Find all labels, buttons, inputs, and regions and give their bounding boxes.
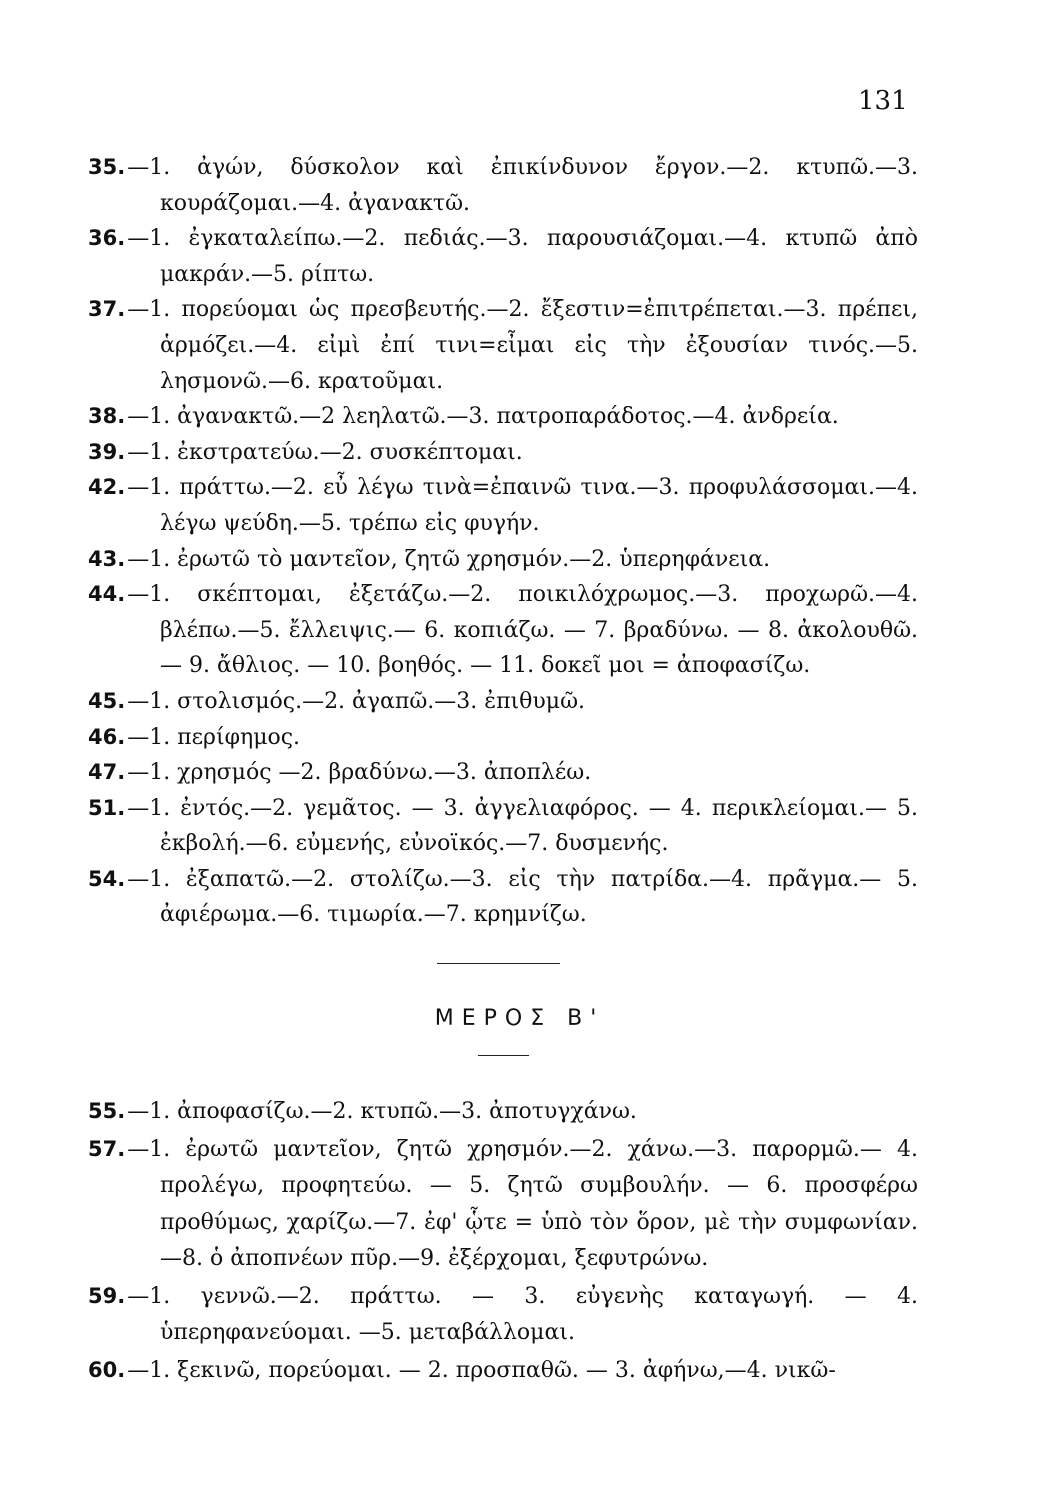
glossary-entry-37 bbox=[88, 292, 918, 399]
glossary-entry-36 bbox=[88, 221, 918, 292]
glossary-part-b bbox=[88, 1093, 918, 1389]
entry-number: 43. bbox=[88, 546, 126, 571]
page-number: 131 bbox=[858, 86, 908, 116]
entry-number: 46. bbox=[88, 724, 126, 749]
entry-number: 57. bbox=[88, 1136, 126, 1161]
glossary-entry-55 bbox=[88, 1093, 918, 1131]
entry-text: —1. ἐξαπατῶ.—2. στολίζω.—3. εἰς τὴν πατρίδα.—4. πρᾶγμα.— 5. ἀφιέρωμα.—6. τιμωρία.—7. κρημνίζω. bbox=[127, 866, 918, 928]
glossary-entry-43 bbox=[88, 542, 918, 578]
entry-number: 51. bbox=[88, 795, 126, 820]
entry-text: —1. χρησμός —2. βραδύνω.—3. ἀποπλέω. bbox=[127, 760, 592, 786]
glossary-entry-46 bbox=[88, 720, 918, 756]
entry-number: 45. bbox=[88, 688, 126, 713]
glossary-entry-42 bbox=[88, 470, 918, 541]
glossary-entry-47 bbox=[88, 755, 918, 791]
entry-text: —1. πράττω.—2. εὖ λέγω τινὰ=ἐπαινῶ τινα.—3. προφυλάσσομαι.—4. λέγω ψεύδη.—5. τρέπω εἰς φυγήν. bbox=[127, 475, 918, 536]
glossary-entry-57 bbox=[88, 1131, 918, 1278]
entry-number: 60. bbox=[88, 1357, 126, 1382]
entry-text: —1. ἀγών, δύσκολον καὶ ἐπικίνδυνον ἔργον.—2. κτυπῶ.—3. κουράζομαι.—4. ἀγανακτῶ. bbox=[127, 155, 918, 216]
entry-text: —1. σκέπτομαι, ἐξετάζω.—2. ποικιλόχρωμος.—3. προχωρῶ.—4. βλέπω.—5. ἔλλειψις.— 6. κοπιάζω. — 7. βραδύνω. — 8. ἀκολουθῶ.— 9. ἄθλιος. — 10. βοηθός. — 11. δοκεῖ μοι = ἀποφασίζω. bbox=[127, 582, 918, 679]
entry-text: —1. ἀποφασίζω.—2. κτυπῶ.—3. ἀποτυγχάνω. bbox=[127, 1099, 637, 1124]
entry-text: —1. ἐρωτῶ τὸ μαντεῖον, ζητῶ χρησμόν.—2. ὑπερηφάνεια. bbox=[127, 546, 771, 572]
entry-number: 55. bbox=[88, 1099, 126, 1123]
entry-text: —1. γεννῶ.—2. πράττω. — 3. εὐγενὴς καταγωγή. — 4. ὑπερηφανεύομαι. —5. μεταβάλλομαι. bbox=[127, 1283, 918, 1345]
entry-text: —1. ἐγκαταλείπω.—2. πεδιάς.—3. παρουσιάζομαι.—4. κτυπῶ ἀπὸ μακράν.—5. ρίπτω. bbox=[127, 226, 918, 287]
glossary-entry-35 bbox=[88, 150, 918, 221]
section-divider-bottom bbox=[478, 1055, 529, 1056]
entry-number: 54. bbox=[88, 866, 126, 891]
entry-text: —1. ἐντός.—2. γεμᾶτος. — 3. ἀγγελιαφόρος. — 4. περικλείομαι.— 5. ἐκβολή.—6. εὐμενής, εὐνοϊκός.—7. δυσμενής. bbox=[127, 795, 918, 857]
section-heading: ΜΕΡΟΣ Β' bbox=[434, 1006, 605, 1031]
entry-number: 42. bbox=[88, 475, 126, 500]
glossary-entry-45 bbox=[88, 684, 918, 720]
glossary-part-a bbox=[88, 150, 918, 933]
entry-text: —1. πορεύομαι ὡς πρεσβευτής.—2. ἔξεστιν=ἐπιτρέπεται.—3. πρέπει, ἁρμόζει.—4. εἰμὶ ἐπί τινι=εἶμαι εἰς τὴν ἐξουσίαν τινός.—5. λησμονῶ.—6. κρατοῦμαι. bbox=[127, 297, 918, 394]
entry-number: 37. bbox=[88, 297, 126, 322]
entry-number: 35. bbox=[88, 155, 126, 179]
glossary-entry-59 bbox=[88, 1278, 918, 1352]
entry-text: —1. ἐκστρατεύω.—2. συσκέπτομαι. bbox=[127, 439, 523, 465]
entry-number: 47. bbox=[88, 760, 126, 785]
entry-number: 38. bbox=[88, 404, 126, 429]
entry-text: —1. ἐρωτῶ μαντεῖον, ζητῶ χρησμόν.—2. χάνω.—3. παρορμῶ.— 4. προλέγω, προφητεύω. — 5. ζητῶ συμβουλήν. — 6. προσφέρω προθύμως, χαρίζω.—7. ἐφ' ᾧτε = ὑπὸ τὸν ὅρον, μὲ τὴν συμφωνίαν.—8. ὁ ἀποπνέων πῦρ.—9. ἐξέρχομαι, ξεφυτρώνω. bbox=[127, 1136, 918, 1271]
entry-text: —1. ξεκινῶ, πορεύομαι. — 2. προσπαθῶ. — 3. ἀφήνω,—4. νικῶ- bbox=[127, 1357, 836, 1383]
entry-text: —1. στολισμός.—2. ἀγαπῶ.—3. ἐπιθυμῶ. bbox=[127, 688, 586, 714]
section-divider-top bbox=[437, 963, 560, 964]
entry-number: 59. bbox=[88, 1283, 126, 1308]
entry-number: 36. bbox=[88, 226, 126, 251]
glossary-entry-39 bbox=[88, 435, 918, 471]
entry-number: 39. bbox=[88, 439, 126, 464]
glossary-entry-38 bbox=[88, 399, 918, 435]
entry-text: —1. περίφημος. bbox=[127, 724, 301, 750]
glossary-entry-60 bbox=[88, 1352, 918, 1390]
glossary-entry-51 bbox=[88, 791, 918, 862]
entry-text: —1. ἀγανακτῶ.—2 λεηλατῶ.—3. πατροπαράδοτος.—4. ἀνδρεία. bbox=[127, 404, 839, 430]
entry-number: 44. bbox=[88, 582, 126, 607]
glossary-entry-54 bbox=[88, 862, 918, 933]
glossary-entry-44 bbox=[88, 577, 918, 684]
